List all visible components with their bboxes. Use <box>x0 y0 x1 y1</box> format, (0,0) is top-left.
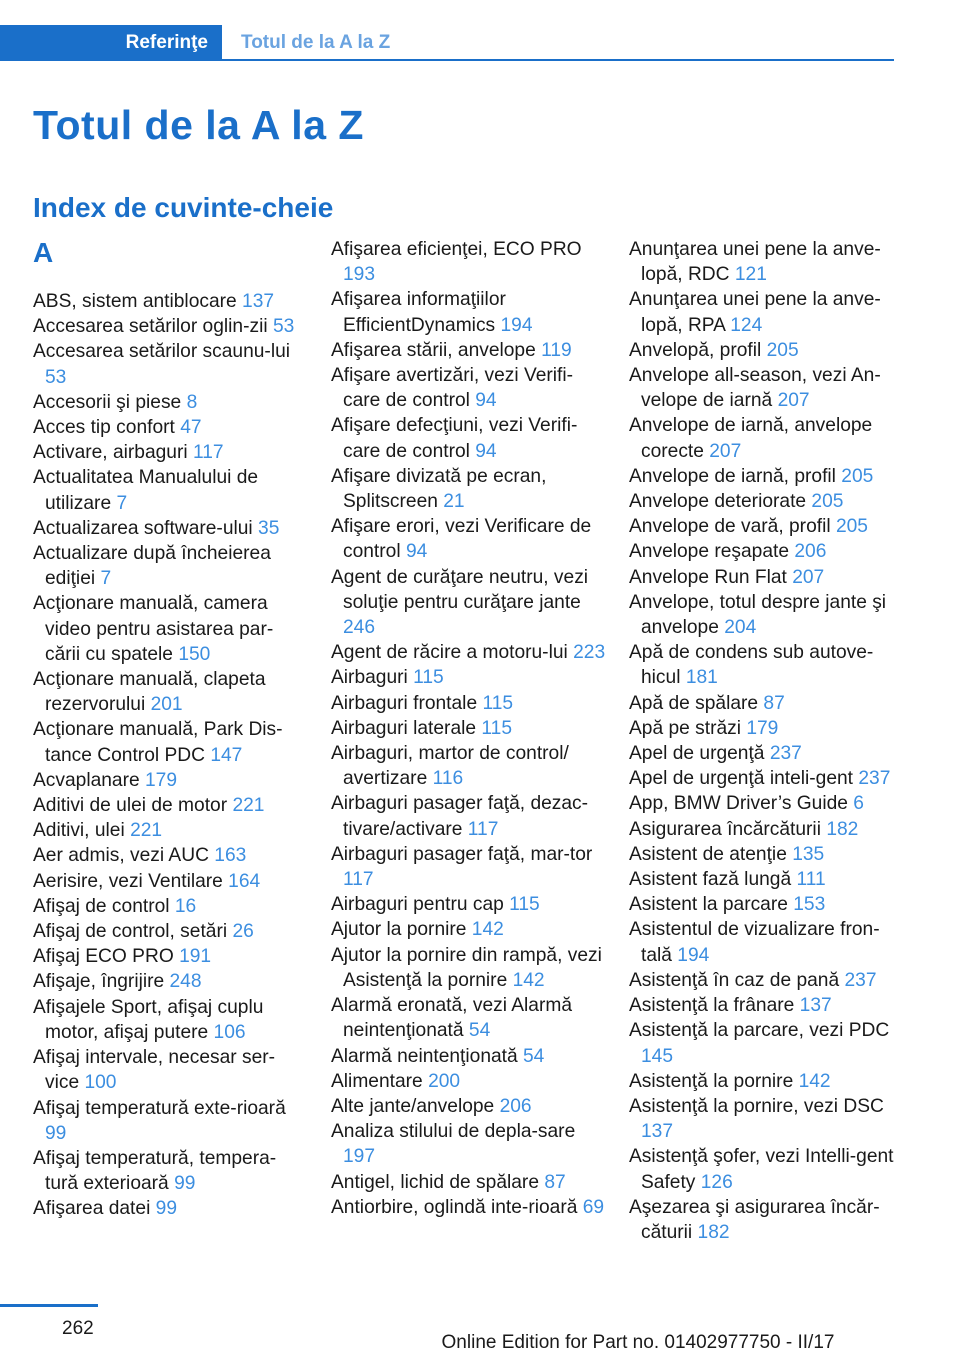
entry-page-link[interactable]: 142 <box>512 969 545 991</box>
index-entry <box>33 667 308 717</box>
index-entry <box>33 465 308 515</box>
entry-term: Afişarea eficienţei, ECO PRO <box>331 239 582 260</box>
entry-term: Analiza stilului de depla-sare <box>331 1121 576 1143</box>
index-entry <box>33 793 308 818</box>
entry-term: Ajutor la pornire din rampă, vezi Asistenţă la pornire <box>331 944 602 991</box>
index-entry <box>33 818 308 843</box>
entry-term: Afişaj temperatură, tempera-tură exterioară <box>33 1147 277 1195</box>
index-entry <box>629 363 897 413</box>
index-entry <box>629 287 897 337</box>
index-entry <box>331 1195 606 1220</box>
entry-page-link[interactable]: 207 <box>709 440 742 462</box>
index-entry <box>629 565 897 590</box>
entry-page-link[interactable]: 35 <box>258 517 280 539</box>
index-entry <box>629 766 897 791</box>
entry-page-link[interactable]: 26 <box>232 921 254 943</box>
index-entry <box>33 768 308 793</box>
entry-page-link[interactable]: 147 <box>210 744 243 766</box>
footer-rule <box>0 1304 98 1307</box>
index-entry <box>331 237 606 287</box>
entry-page-link[interactable]: 69 <box>582 1196 605 1218</box>
entry-term: Airbaguri pasager faţă, dezac-tivare/activare <box>331 793 589 840</box>
entry-page-link[interactable]: 207 <box>777 390 810 412</box>
index-entry <box>331 1069 606 1094</box>
entry-term: Aşezarea şi asigurarea încăr-căturii <box>629 1196 880 1243</box>
entry-page-link[interactable]: 99 <box>155 1198 178 1220</box>
index-entry <box>629 1069 897 1094</box>
entry-page-link[interactable]: 237 <box>844 969 877 991</box>
entry-term: Alarmă eronată, vezi Alarmă neintenţionată <box>331 995 573 1042</box>
entry-term: Aer admis, vezi AUC <box>33 845 209 867</box>
entry-term: Antigel, lichid de spălare <box>331 1171 539 1193</box>
entry-page-link[interactable]: 193 <box>343 264 376 286</box>
entry-term: Anvelope Run Flat <box>629 566 787 588</box>
entry-term: Ajutor la pornire <box>331 919 467 941</box>
index-entry <box>331 741 606 791</box>
index-entry <box>33 1096 308 1146</box>
entry-page-link[interactable]: 237 <box>769 743 802 765</box>
entry-term: Afişarea stării, anvelope <box>331 339 536 361</box>
entry-term: Anvelope de vară, profil <box>629 516 831 538</box>
entry-term: Airbaguri pentru cap <box>331 894 504 916</box>
entry-term: App, BMW Driver’s Guide <box>629 793 848 815</box>
entry-page-link[interactable]: 137 <box>799 995 832 1017</box>
index-entry <box>331 1044 606 1069</box>
entry-page-link[interactable]: 205 <box>841 465 874 487</box>
entry-term: Airbaguri frontale <box>331 692 478 714</box>
entry-term: Airbaguri laterale <box>331 717 477 739</box>
entry-page-link[interactable]: 54 <box>523 1045 545 1067</box>
entry-term: Acţionare manuală, Park Dis-tance Control PDC <box>33 719 283 766</box>
index-entry <box>629 691 897 716</box>
entry-term: Actualitatea Manualului de utilizare <box>33 467 259 514</box>
entry-term: Afişajele Sport, afişaj cuplu motor, afişaj putere <box>33 996 264 1043</box>
entry-page-link[interactable]: 137 <box>641 1121 674 1143</box>
entry-term: Acces tip confort <box>33 417 175 439</box>
entry-page-link[interactable]: 6 <box>853 793 864 815</box>
entry-page-link[interactable]: 179 <box>746 717 779 739</box>
entry-page-link[interactable]: 117 <box>192 442 224 464</box>
entry-term: Accesarea setărilor scaunu-lui <box>33 341 291 363</box>
entry-term: Agent de curăţare neutru, vezi soluţie pentru curăţare jante <box>331 566 589 613</box>
page-header <box>0 0 960 62</box>
entry-page-link[interactable]: 100 <box>84 1072 117 1094</box>
entry-page-link[interactable]: 47 <box>180 417 202 439</box>
entry-page-link[interactable]: 135 <box>792 843 825 865</box>
entry-term: Acţionare manuală, camera video pentru asistarea par-cării cu spatele <box>33 593 274 665</box>
entry-page-link[interactable]: 99 <box>45 1122 67 1144</box>
entry-term: Afişaj ECO PRO <box>33 946 174 968</box>
entry-term: Aditivi de ulei de motor <box>33 795 228 817</box>
index-entry <box>33 717 308 767</box>
index-entry <box>331 791 606 841</box>
index-entry <box>331 287 606 337</box>
entry-page-link[interactable]: 223 <box>573 642 606 664</box>
entry-term: Antiorbire, oglindă inte-rioară <box>331 1196 578 1218</box>
index-column-2 <box>331 237 606 1220</box>
index-entry <box>33 390 308 415</box>
index-entry <box>33 1146 308 1196</box>
entry-page-link[interactable]: 94 <box>475 440 497 462</box>
entry-page-link[interactable]: 201 <box>150 694 183 716</box>
entry-term: Alarmă neintenţionată <box>331 1045 518 1067</box>
entry-term: Anvelope reşapate <box>629 541 790 563</box>
index-title: Index de cuvinte-cheie <box>33 192 334 223</box>
entry-term: Afişare erori, vezi Verificare de control <box>331 516 592 563</box>
letter-heading: A <box>33 237 54 268</box>
entry-page-link[interactable]: 115 <box>413 667 444 689</box>
entry-page-link[interactable]: 99 <box>174 1173 196 1195</box>
index-entry <box>629 464 897 489</box>
index-entry <box>331 665 606 690</box>
index-entry <box>331 1094 606 1119</box>
entry-page-link[interactable]: 53 <box>272 316 295 338</box>
entry-page-link[interactable]: 200 <box>428 1070 461 1092</box>
entry-term: Actualizarea software-ului <box>33 517 253 539</box>
entry-term: Asistenţă în caz de pană <box>629 969 840 991</box>
entry-page-link[interactable]: 194 <box>500 314 533 336</box>
entry-page-link[interactable]: 164 <box>228 870 261 892</box>
index-entry <box>33 969 308 994</box>
index-entry <box>629 817 897 842</box>
index-entry <box>629 791 897 816</box>
entry-page-link[interactable]: 16 <box>174 895 197 917</box>
entry-page-link[interactable]: 87 <box>544 1171 566 1193</box>
entry-page-link[interactable]: 21 <box>443 491 465 513</box>
index-entry <box>629 413 897 463</box>
entry-page-link[interactable]: 7 <box>116 492 128 514</box>
entry-term: Asistenţă la pornire <box>629 1070 794 1092</box>
entry-page-link[interactable]: 116 <box>432 768 464 790</box>
index-entry <box>331 1119 606 1169</box>
entry-page-link[interactable]: 206 <box>499 1095 532 1117</box>
entry-page-link[interactable]: 54 <box>468 1020 491 1042</box>
index-entry <box>629 640 897 690</box>
entry-page-link[interactable]: 53 <box>45 366 67 388</box>
index-entry <box>629 489 897 514</box>
entry-page-link[interactable]: 142 <box>798 1070 831 1092</box>
entry-page-link[interactable]: 204 <box>724 617 757 639</box>
entry-term: Apel de urgenţă <box>629 743 765 765</box>
entry-page-link[interactable]: 145 <box>641 1045 674 1067</box>
index-entry <box>629 917 897 967</box>
entry-term: Anunţarea unei pene la anve-lopă, RDC <box>629 239 881 286</box>
entry-term: Airbaguri, martor de control/ avertizare <box>331 743 569 790</box>
page-title: Totul de la A la Z <box>33 102 364 148</box>
index-column-3 <box>629 237 897 1245</box>
index-entry <box>331 565 606 641</box>
entry-page-link[interactable]: 163 <box>214 845 247 867</box>
index-entry <box>33 1045 308 1095</box>
entry-page-link[interactable]: 94 <box>405 541 428 563</box>
index-entry <box>629 741 897 766</box>
entry-term: Asistent de atenţie <box>629 843 787 865</box>
entry-page-link[interactable]: 191 <box>179 946 212 968</box>
section-tab[interactable]: Referinţe <box>0 25 222 61</box>
entry-page-link[interactable]: 246 <box>343 617 376 639</box>
entry-term: Afişaj de control, setări <box>33 921 228 943</box>
entry-term: ABS, sistem antiblocare <box>33 291 237 312</box>
index-entry <box>33 591 308 667</box>
entry-term: Airbaguri <box>331 667 408 689</box>
entry-term: Apel de urgenţă inteli-gent <box>629 768 854 790</box>
entry-term: Afişaj de control <box>33 895 170 917</box>
index-entry <box>629 1195 897 1245</box>
entry-page-link[interactable]: 194 <box>677 944 710 966</box>
index-entry <box>33 995 308 1045</box>
entry-term: Alimentare <box>331 1070 423 1092</box>
index-entry <box>331 842 606 892</box>
index-entry <box>331 464 606 514</box>
entry-term: Afişaje, îngrijire <box>33 971 165 993</box>
index-entry <box>33 944 308 969</box>
entry-term: Apă de spălare <box>629 692 759 714</box>
index-entry <box>331 993 606 1043</box>
entry-term: Accesorii şi piese <box>33 391 182 413</box>
entry-term: Asistentul de vizualizare fron-tală <box>629 919 880 966</box>
entry-page-link[interactable]: 237 <box>858 768 891 790</box>
index-entry <box>629 539 897 564</box>
entry-term: Anvelope, totul despre jante şi anvelope <box>629 591 887 639</box>
entry-page-link[interactable]: 94 <box>475 390 497 412</box>
index-entry <box>331 1170 606 1195</box>
entry-page-link[interactable]: 115 <box>481 717 512 739</box>
index-entry <box>331 716 606 741</box>
index-entry <box>33 415 308 440</box>
entry-page-link[interactable]: 115 <box>509 894 540 916</box>
index-entry <box>331 943 606 993</box>
index-entry <box>331 413 606 463</box>
entry-term: Actualizare după încheierea ediţiei <box>33 543 271 590</box>
entry-page-link[interactable]: 121 <box>734 264 767 286</box>
entry-page-link[interactable]: 207 <box>792 566 825 588</box>
index-entry <box>629 1144 897 1194</box>
entry-page-link[interactable]: 206 <box>794 541 827 563</box>
entry-page-link[interactable]: 111 <box>796 869 826 891</box>
index-entry <box>33 894 308 919</box>
entry-page-link[interactable]: 205 <box>835 516 868 538</box>
index-entry <box>33 869 308 894</box>
entry-term: Afişare defecţiuni, vezi Verifi-care de control <box>331 415 578 462</box>
entry-term: Asistenţă la frânare <box>629 995 795 1017</box>
index-entry <box>33 843 308 868</box>
entry-page-link[interactable]: 179 <box>145 769 178 791</box>
entry-page-link[interactable]: 115 <box>482 692 514 714</box>
entry-page-link[interactable]: 137 <box>242 291 275 312</box>
index-entry <box>331 338 606 363</box>
entry-term: Apă de condens sub autove-hicul <box>629 642 874 689</box>
header-rule <box>222 59 894 61</box>
entry-page-link[interactable]: 181 <box>685 667 718 689</box>
entry-page-link[interactable]: 182 <box>697 1221 730 1243</box>
entry-term: Afişaj temperatură exte-rioară <box>33 1097 286 1119</box>
entry-term: Alte jante/anvelope <box>331 1095 495 1117</box>
index-entry <box>331 917 606 942</box>
entry-term: Apă pe străzi <box>629 717 741 739</box>
entry-term: Asistent fază lungă <box>629 869 792 891</box>
entry-term: Aerisire, vezi Ventilare <box>33 870 223 892</box>
index-entry <box>331 892 606 917</box>
entry-term: Activare, airbaguri <box>33 442 188 464</box>
index-entry <box>629 892 897 917</box>
index-entry <box>629 716 897 741</box>
index-entry <box>33 339 308 389</box>
entry-term: Asistent la parcare <box>629 894 788 916</box>
index-entry <box>33 541 308 591</box>
entry-page-link[interactable]: 182 <box>826 818 859 840</box>
entry-page-link[interactable]: 248 <box>169 971 202 993</box>
entry-page-link[interactable]: 197 <box>343 1146 376 1168</box>
entry-term: Asigurarea încărcăturii <box>629 818 821 840</box>
index-entry <box>629 968 897 993</box>
entry-page-link[interactable]: 7 <box>100 568 112 590</box>
index-entry <box>33 516 308 541</box>
entry-term: Asistenţă la pornire, vezi DSC <box>629 1095 884 1117</box>
entry-term: Anvelope deteriorate <box>629 491 807 513</box>
index-entry <box>33 919 308 944</box>
index-entry <box>629 514 897 539</box>
index-entry <box>629 590 897 640</box>
entry-page-link[interactable]: 221 <box>130 820 163 842</box>
index-entry <box>629 993 897 1018</box>
entry-page-link[interactable]: 124 <box>730 314 763 336</box>
index-entry <box>33 289 308 314</box>
index-entry <box>331 691 606 716</box>
entry-term: Anunţarea unei pene la anve-lopă, RPA <box>629 289 881 336</box>
entry-page-link[interactable]: 117 <box>467 818 499 840</box>
index-entry <box>629 867 897 892</box>
entry-page-link[interactable]: 117 <box>343 869 374 891</box>
entry-term: Agent de răcire a motoru-lui <box>331 642 568 664</box>
entry-page-link[interactable]: 106 <box>213 1021 246 1043</box>
edition-note: Online Edition for Part no. 01402977750 - II/17 <box>441 1332 835 1353</box>
entry-term: Afişarea datei <box>33 1198 151 1220</box>
index-entry <box>331 363 606 413</box>
index-entry <box>629 237 897 287</box>
entry-term: Acvaplanare <box>33 769 140 791</box>
entry-term: Asistenţă la parcare, vezi PDC <box>629 1020 890 1042</box>
entry-term: Afişarea informaţiilor EfficientDynamics <box>331 289 506 336</box>
entry-term: Afişare avertizări, vezi Verifi-care de control <box>331 365 574 412</box>
entry-term: Anvelope all-season, vezi An-velope de iarnă <box>629 365 881 412</box>
index-column-1 <box>33 237 308 1222</box>
entry-term: Afişaj intervale, necesar ser-vice <box>33 1047 276 1094</box>
index-entry <box>629 1018 897 1068</box>
index-entry <box>33 1196 308 1221</box>
entry-page-link[interactable]: 87 <box>763 692 785 714</box>
entry-page-link[interactable]: 126 <box>700 1171 733 1193</box>
entry-page-link[interactable]: 205 <box>811 491 844 513</box>
index-entry <box>629 1094 897 1144</box>
entry-term: Asistenţă şofer, vezi Intelli-gent Safety <box>629 1146 894 1193</box>
entry-term: Accesarea setărilor oglin-zii <box>33 316 268 338</box>
entry-term: Acţionare manuală, clapeta rezervorului <box>33 669 266 716</box>
entry-term: Aditivi, ulei <box>33 820 125 842</box>
entry-page-link[interactable]: 205 <box>766 339 799 361</box>
entry-term: Anvelope de iarnă, anvelope corecte <box>629 415 873 462</box>
entry-page-link[interactable]: 221 <box>232 795 265 817</box>
entry-term: Anvelopă, profil <box>629 339 762 361</box>
entry-term: Airbaguri pasager faţă, mar-tor <box>331 843 593 865</box>
entry-page-link[interactable]: 150 <box>178 643 211 665</box>
index-entry <box>33 314 308 339</box>
index-entry <box>629 338 897 363</box>
entry-page-link[interactable]: 119 <box>541 339 572 361</box>
entry-page-link[interactable]: 142 <box>471 919 504 941</box>
entry-term: Anvelope de iarnă, profil <box>629 465 836 487</box>
breadcrumb[interactable]: Totul de la A la Z <box>241 32 391 53</box>
index-entry <box>629 842 897 867</box>
entry-page-link[interactable]: 153 <box>793 894 826 916</box>
page-number: 262 <box>62 1318 94 1339</box>
index-entry <box>331 514 606 564</box>
index-entry <box>33 440 308 465</box>
entry-page-link[interactable]: 8 <box>186 391 198 413</box>
entry-term: Afişare divizată pe ecran, Splitscreen <box>331 465 547 513</box>
index-entry <box>331 640 606 665</box>
